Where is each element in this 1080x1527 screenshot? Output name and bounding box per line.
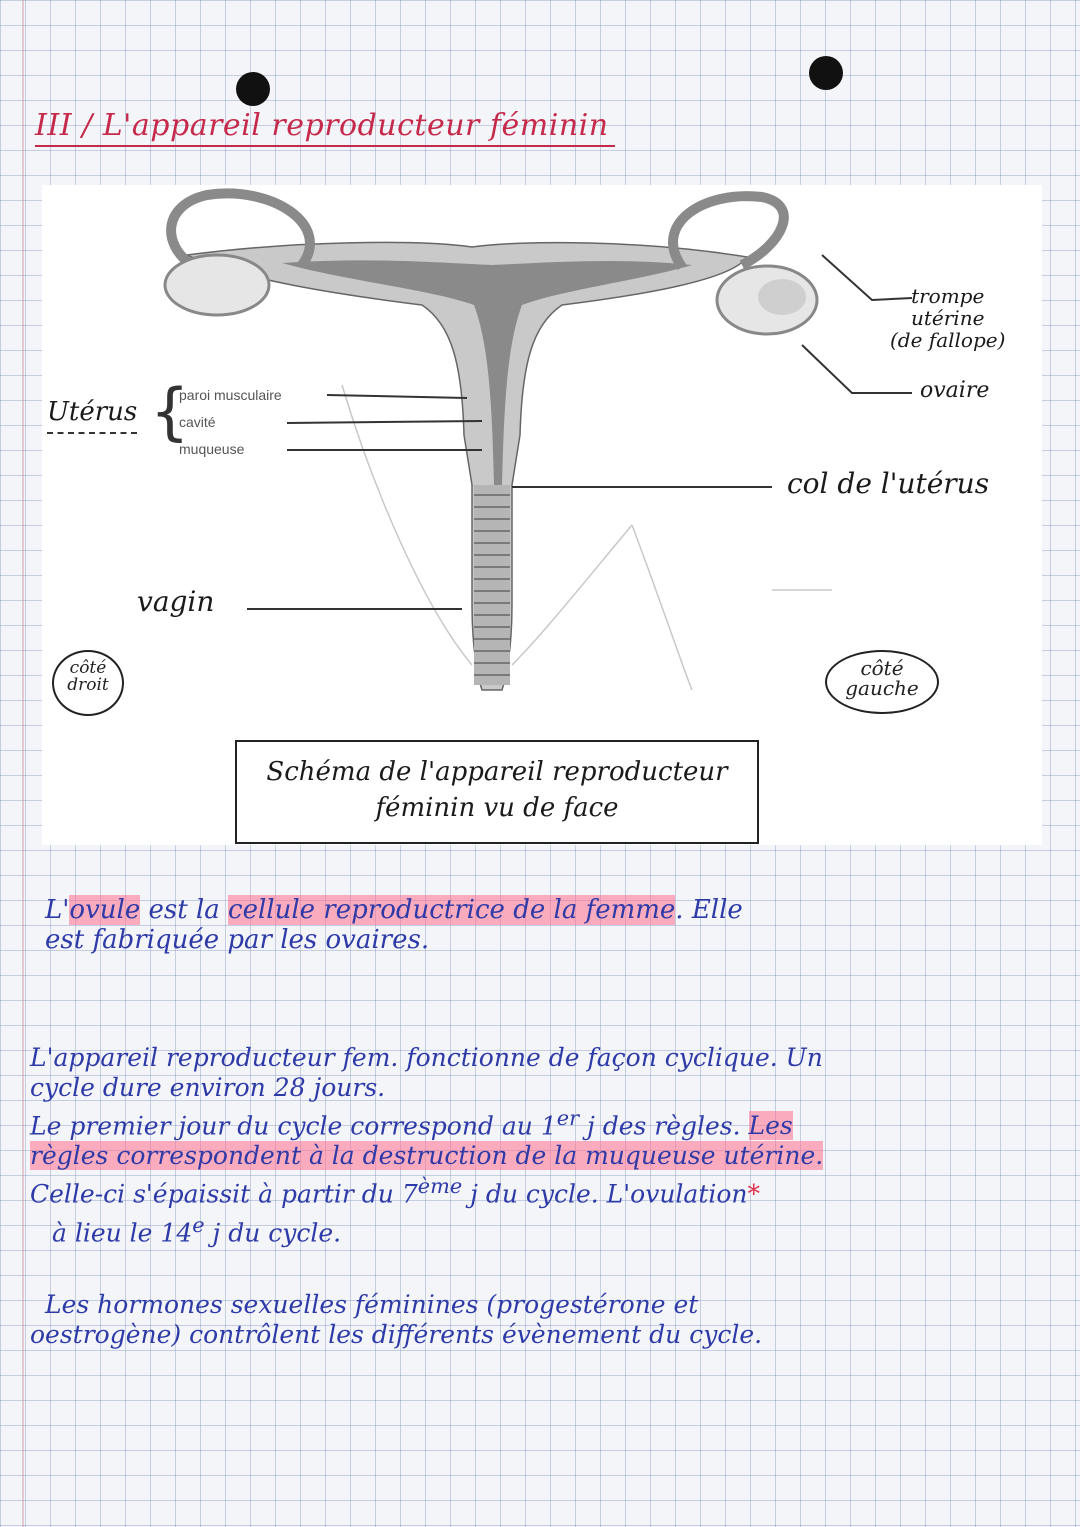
note-paragraph-2: L'appareil reproducteur fem. fonctionne de façon cyclique. Un cycle dure environ 28 jours. Le premier jour du cycle correspond au 1er j des règles. Les règles correspondent à la destruction de la muqueuse utérine. Celle-ci s'épaissit à partir du 7ème j du cycle. L'ovulation* à lieu le 14e j du cycle. — [30, 1043, 824, 1247]
diagram-panel — [42, 185, 1042, 845]
note-paragraph-1: L'ovule est la cellule reproductrice de la femme. Elle est fabriquée par les ovaires. — [45, 895, 743, 955]
label-paroi-musculaire: paroi musculaire — [179, 387, 282, 403]
label-cote-droit: côté droit — [52, 650, 124, 716]
label-vagin: vagin — [137, 585, 215, 618]
diagram-caption: Schéma de l'appareil reproducteur féminin vu de face — [235, 740, 759, 844]
label-ovaire: ovaire — [920, 378, 990, 403]
punch-hole-right — [809, 56, 843, 90]
punch-hole-left — [236, 72, 270, 106]
label-trompe: trompe utérine (de fallope) — [890, 284, 1006, 352]
note-paragraph-3: Les hormones sexuelles féminines (progestérone et oestrogène) contrôlent les différents évènement du cycle. — [30, 1290, 763, 1349]
page-title: III / L'appareil reproducteur féminin — [35, 108, 615, 147]
label-uterus: Utérus — [47, 397, 138, 427]
label-cavite: cavité — [179, 414, 216, 430]
margin-line — [22, 0, 24, 1527]
label-muqueuse: muqueuse — [179, 441, 245, 457]
label-col-uterus: col de l'utérus — [787, 467, 990, 500]
label-cote-gauche: côté gauche — [825, 650, 939, 714]
brace: { — [150, 375, 190, 448]
uterus-underline — [47, 432, 137, 434]
